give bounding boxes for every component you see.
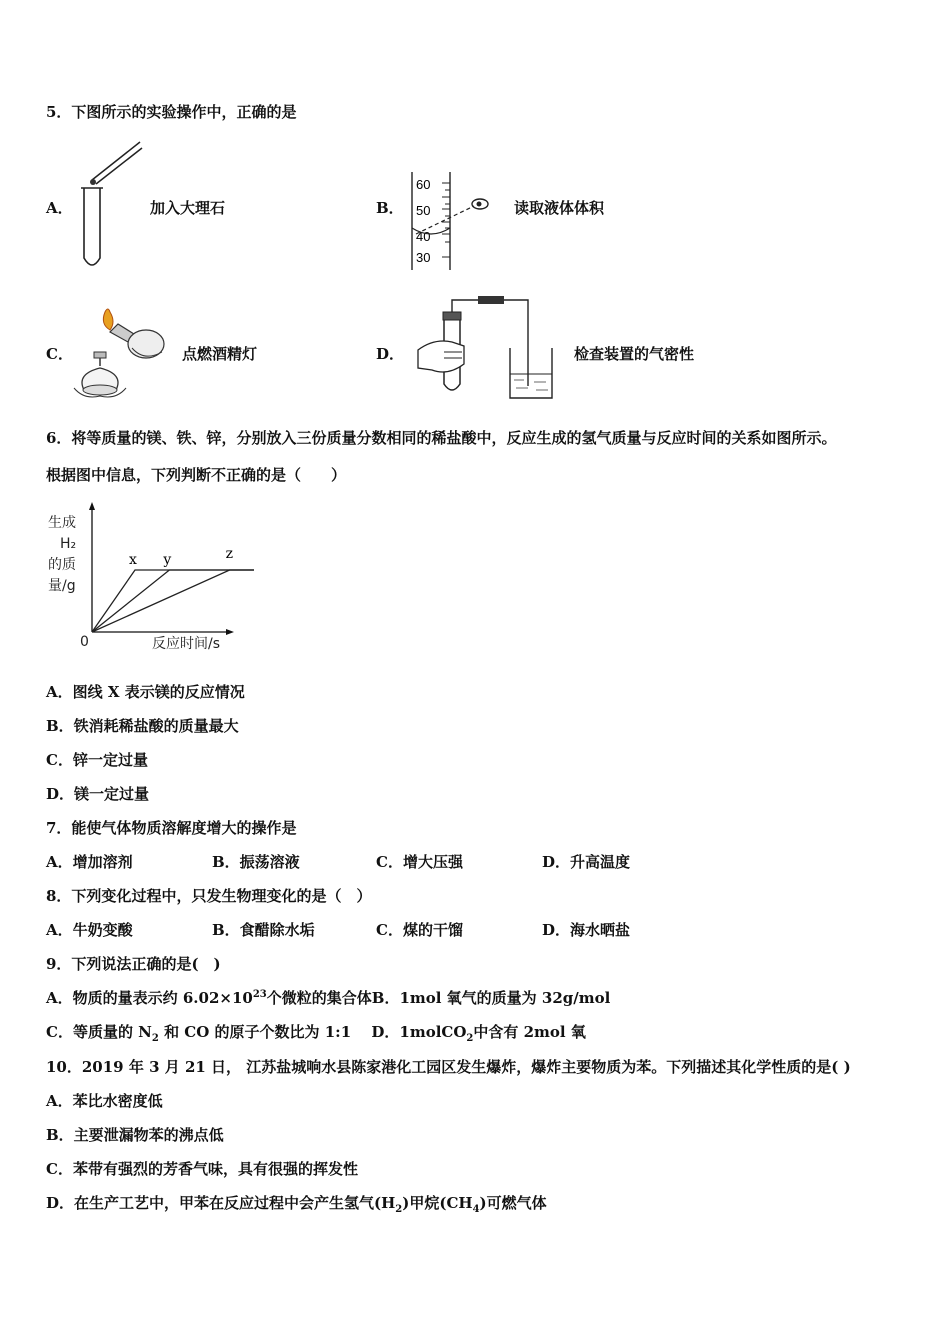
q5-option-a-caption: 加入大理石 bbox=[150, 199, 226, 217]
q5-option-d-caption: 检查装置的气密性 bbox=[574, 345, 695, 363]
series-line-x bbox=[92, 570, 254, 632]
series-label-z: z bbox=[225, 546, 233, 562]
q7-option-b: B．振荡溶液 bbox=[212, 853, 300, 871]
q7-option-d: D．升高温度 bbox=[542, 853, 631, 871]
q8-option-b: B．食醋除水垢 bbox=[212, 921, 315, 939]
q6-option-c: C．锌一定过量 bbox=[46, 751, 148, 769]
x-axis-label: 反应时间/s bbox=[152, 636, 221, 652]
y-axis-label-line: H₂ bbox=[60, 536, 77, 552]
q9-options-ab: A．物质的量表示约 $6.02\times 10^{23}$个微粒的集合体B．1mol 氧气的质量为 32g/mol bbox=[46, 989, 611, 1007]
tweezers bbox=[92, 142, 140, 180]
alcohol-lamp-figure bbox=[70, 298, 174, 404]
q5-option-c-letter: C． bbox=[46, 345, 73, 363]
graduated-cylinder-figure bbox=[404, 170, 498, 272]
y-axis-label-line: 的质 bbox=[48, 557, 76, 573]
q10-option-c: C．苯带有强烈的芳香气味，具有很强的挥发性 bbox=[46, 1160, 358, 1178]
rubber-stopper bbox=[443, 312, 461, 320]
test-tube bbox=[84, 188, 100, 265]
q6-option-b: B．铁消耗稀盐酸的质量最大 bbox=[46, 717, 239, 735]
q9-stem: 9．下列说法正确的是( ) bbox=[46, 955, 221, 973]
q7-option-a: A．增加溶剂 bbox=[46, 853, 133, 871]
y-axis-label-line: 生成 bbox=[48, 515, 76, 531]
q8-option-c: C．煤的干馏 bbox=[376, 921, 463, 939]
q9-options-cd: C．等质量的 $N_2$ 和 CO 的原子个数比为 1:1 D．1molCO$_2$中含有 2mol 氧 bbox=[46, 1023, 586, 1044]
q6-stem-line2: 根据图中信息，下列判断不正确的是（ ） bbox=[46, 466, 347, 484]
test-tube-tweezers-figure bbox=[72, 140, 152, 275]
q7-stem: 7．能使气体物质溶解度增大的操作是 bbox=[46, 819, 297, 837]
q5-option-d-letter: D． bbox=[376, 345, 405, 363]
q5-option-c-caption: 点燃酒精灯 bbox=[182, 345, 258, 363]
q5-option-a-letter: A． bbox=[46, 199, 73, 217]
delivery-tube bbox=[452, 300, 528, 386]
q5-option-b-letter: B． bbox=[376, 199, 404, 217]
q8-option-d: D．海水晒盐 bbox=[542, 921, 631, 939]
q10-option-b: B．主要泄漏物苯的沸点低 bbox=[46, 1126, 224, 1144]
q6-stem-line1: 6．将等质量的镁、铁、锌，分别放入三份质量分数相同的稀盐酸中，反应生成的氢气质量与反应时间的关系如图所示。 bbox=[46, 429, 837, 447]
rubber-joint bbox=[478, 296, 504, 304]
q5-option-b-caption: 读取液体体积 bbox=[514, 199, 605, 217]
origin-label: 0 bbox=[80, 634, 89, 650]
series-label-y: y bbox=[163, 552, 172, 568]
hydrogen-mass-chart bbox=[44, 500, 254, 660]
beaker bbox=[510, 348, 552, 398]
tick-label: 50 bbox=[416, 203, 431, 218]
y-axis-label-line: 量/g bbox=[48, 578, 76, 594]
q6-option-d: D．镁一定过量 bbox=[46, 785, 150, 803]
q8-stem: 8．下列变化过程中，只发生物理变化的是（ ） bbox=[46, 887, 372, 905]
q6-option-a: A．图线 X 表示镁的反应情况 bbox=[46, 683, 245, 701]
tick-label: 60 bbox=[416, 177, 431, 192]
marble-chip bbox=[90, 179, 96, 185]
tick-label: 30 bbox=[416, 250, 431, 265]
tick-label: 40 bbox=[416, 229, 431, 244]
series-line-y bbox=[92, 570, 254, 632]
series-line-z bbox=[92, 570, 254, 632]
q5-stem: 5．下图所示的实验操作中，正确的是 bbox=[46, 103, 297, 121]
q8-option-a: A．牛奶变酸 bbox=[46, 921, 133, 939]
airtightness-figure bbox=[404, 290, 556, 404]
flame bbox=[103, 309, 113, 330]
q7-option-c: C．增大压强 bbox=[376, 853, 463, 871]
q10-option-d: D．在生产工艺中，甲苯在反应过程中会产生氢气$(H_2)$甲烷$(CH_4)$可燃气体 bbox=[46, 1194, 547, 1215]
q10-stem: 10．2019 年 3 月 21 日， 江苏盐城响水县陈家港化工园区发生爆炸，爆炸主要物质为苯。下列描述其化学性质的是( ) bbox=[46, 1058, 851, 1076]
q10-option-a: A．苯比水密度低 bbox=[46, 1092, 163, 1110]
series-label-x: x bbox=[129, 552, 137, 568]
hand bbox=[418, 341, 464, 372]
